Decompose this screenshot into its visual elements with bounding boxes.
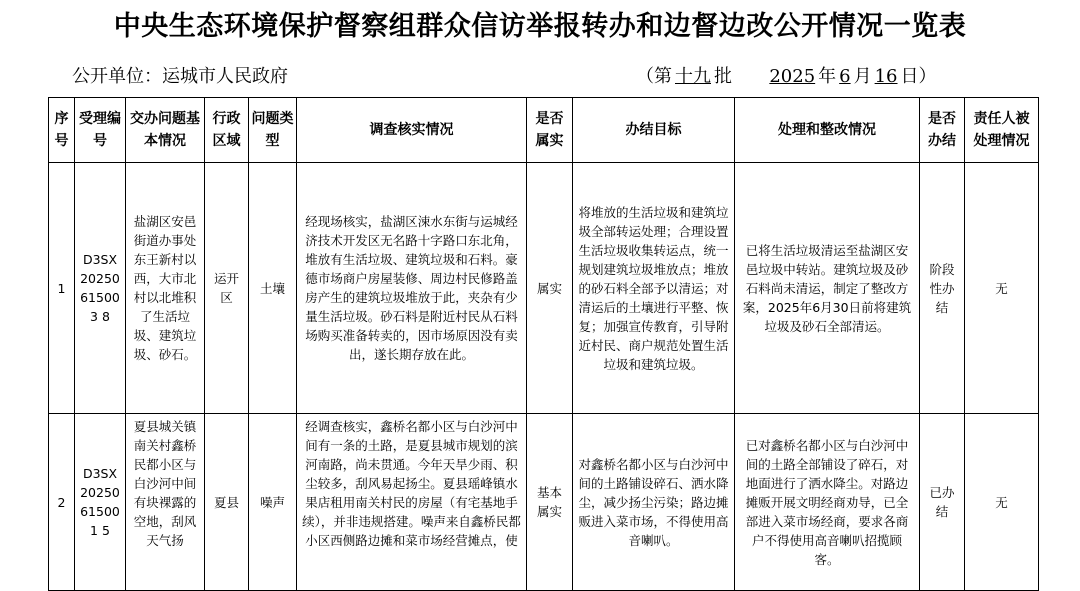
column-header: 问题类型 <box>249 98 297 163</box>
cell-accountability: 无 <box>965 163 1039 414</box>
column-header: 序号 <box>49 98 75 163</box>
table-row <box>49 163 1039 414</box>
column-header: 受理编号 <box>75 98 126 163</box>
cell-seq: 1 <box>49 163 75 414</box>
column-header: 调查核实情况 <box>297 98 527 163</box>
column-header: 交办问题基本情况 <box>126 98 205 163</box>
batch-month: 6 <box>839 66 851 87</box>
year-suffix: 年 <box>818 66 837 87</box>
report-table <box>48 97 1039 591</box>
cell-type: 噪声 <box>249 414 297 591</box>
batch-suffix: 批 <box>714 66 732 87</box>
table-header-row <box>49 98 1039 163</box>
column-header: 办结目标 <box>573 98 735 163</box>
cell-issue-text: 夏县城关镇南关村鑫桥民都小区与白沙河中间有块裸露的空地，刮风天气扬 <box>133 419 197 548</box>
cell-investigation-text: 经调查核实，鑫桥名都小区与白沙河中间有一条的土路，是夏县城市规划的滨河南路，尚未贯通。今年天旱少雨、积尘较多，刮风易起扬尘。夏县瑶峰镇水果店租用南关村民的房屋（有宅基地手续），并非违规搭建。噪声来自鑫桥民都小区西侧路边摊和菜市场经营摊点，使 <box>302 419 521 548</box>
cell-issue <box>126 414 205 591</box>
cell-id: D3SX20250615003 8 <box>75 163 126 414</box>
column-header: 处理和整改情况 <box>735 98 920 163</box>
publisher-label: 公开单位：运城市人民政府 <box>72 66 288 87</box>
column-header: 是否办结 <box>920 98 965 163</box>
cell-goal: 将堆放的生活垃圾和建筑垃圾全部转运处理；合理设置生活垃圾收集转运点，统一规划建筑垃圾堆放点；堆放的砂石料全部予以清运；对清运后的土壤进行平整、恢复；加强宣传教育，引导附近村民、商户规范处置生活垃圾和建筑垃圾。 <box>573 163 735 414</box>
batch-info <box>636 62 937 88</box>
cell-investigation <box>297 414 527 591</box>
cell-verified: 属实 <box>527 163 573 414</box>
column-header: 责任人被处理情况 <box>965 98 1039 163</box>
cell-verified: 基本属实 <box>527 414 573 591</box>
cell-region: 运开区 <box>205 163 249 414</box>
batch-year: 2025 <box>769 66 816 87</box>
page-title: 中央生态环境保护督察组群众信访举报转办和边督边改公开情况一览表 <box>113 11 967 42</box>
cell-completed: 阶段性办结 <box>920 163 965 414</box>
cell-handling: 已将生活垃圾清运至盐湖区安邑垃圾中转站。建筑垃圾及砂石料尚未清运，制定了整改方案，2025年6月30日前将建筑垃圾及砂石全部清运。 <box>735 163 920 414</box>
cell-handling: 已对鑫桥名都小区与白沙河中间的土路全部铺设了碎石，对地面进行了洒水降尘。对路边摊贩开展文明经商劝导，已全部进入菜市场经商，要求各商户不得使用高音喇叭招揽顾客。 <box>735 414 920 591</box>
batch-number: 十九 <box>675 66 711 87</box>
month-suffix: 月 <box>853 66 872 87</box>
cell-id: D3SX20250615001 5 <box>75 414 126 591</box>
cell-accountability: 无 <box>965 414 1039 591</box>
column-header: 是否属实 <box>527 98 573 163</box>
batch-prefix: （第 <box>636 66 672 87</box>
batch-day: 16 <box>874 66 898 87</box>
cell-completed: 已办结 <box>920 414 965 591</box>
cell-investigation: 经现场核实，盐湖区涑水东街与运城经济技术开发区无名路十字路口东北角，堆放有生活垃圾、建筑垃圾和石料。豪德市场商户房屋装修、周边村民修路盖房产生的建筑垃圾堆放于此，夹杂有少量生活垃圾。砂石料是附近村民从石料场购买准备转卖的，因市场原因没有卖出，遂长期存放在此。 <box>297 163 527 414</box>
column-header: 行政区域 <box>205 98 249 163</box>
cell-issue: 盐湖区安邑街道办事处东王新村以西，大市北村以北堆积了生活垃圾、建筑垃圾、砂石。 <box>126 163 205 414</box>
cell-seq: 2 <box>49 414 75 591</box>
cell-region: 夏县 <box>205 414 249 591</box>
table-row <box>49 414 1039 591</box>
cell-type: 土壤 <box>249 163 297 414</box>
day-suffix: 日） <box>900 66 937 87</box>
cell-goal: 对鑫桥名都小区与白沙河中间的土路铺设碎石、洒水降尘，减少扬尘污染；路边摊贩进入菜市场，不得使用高音喇叭。 <box>573 414 735 591</box>
